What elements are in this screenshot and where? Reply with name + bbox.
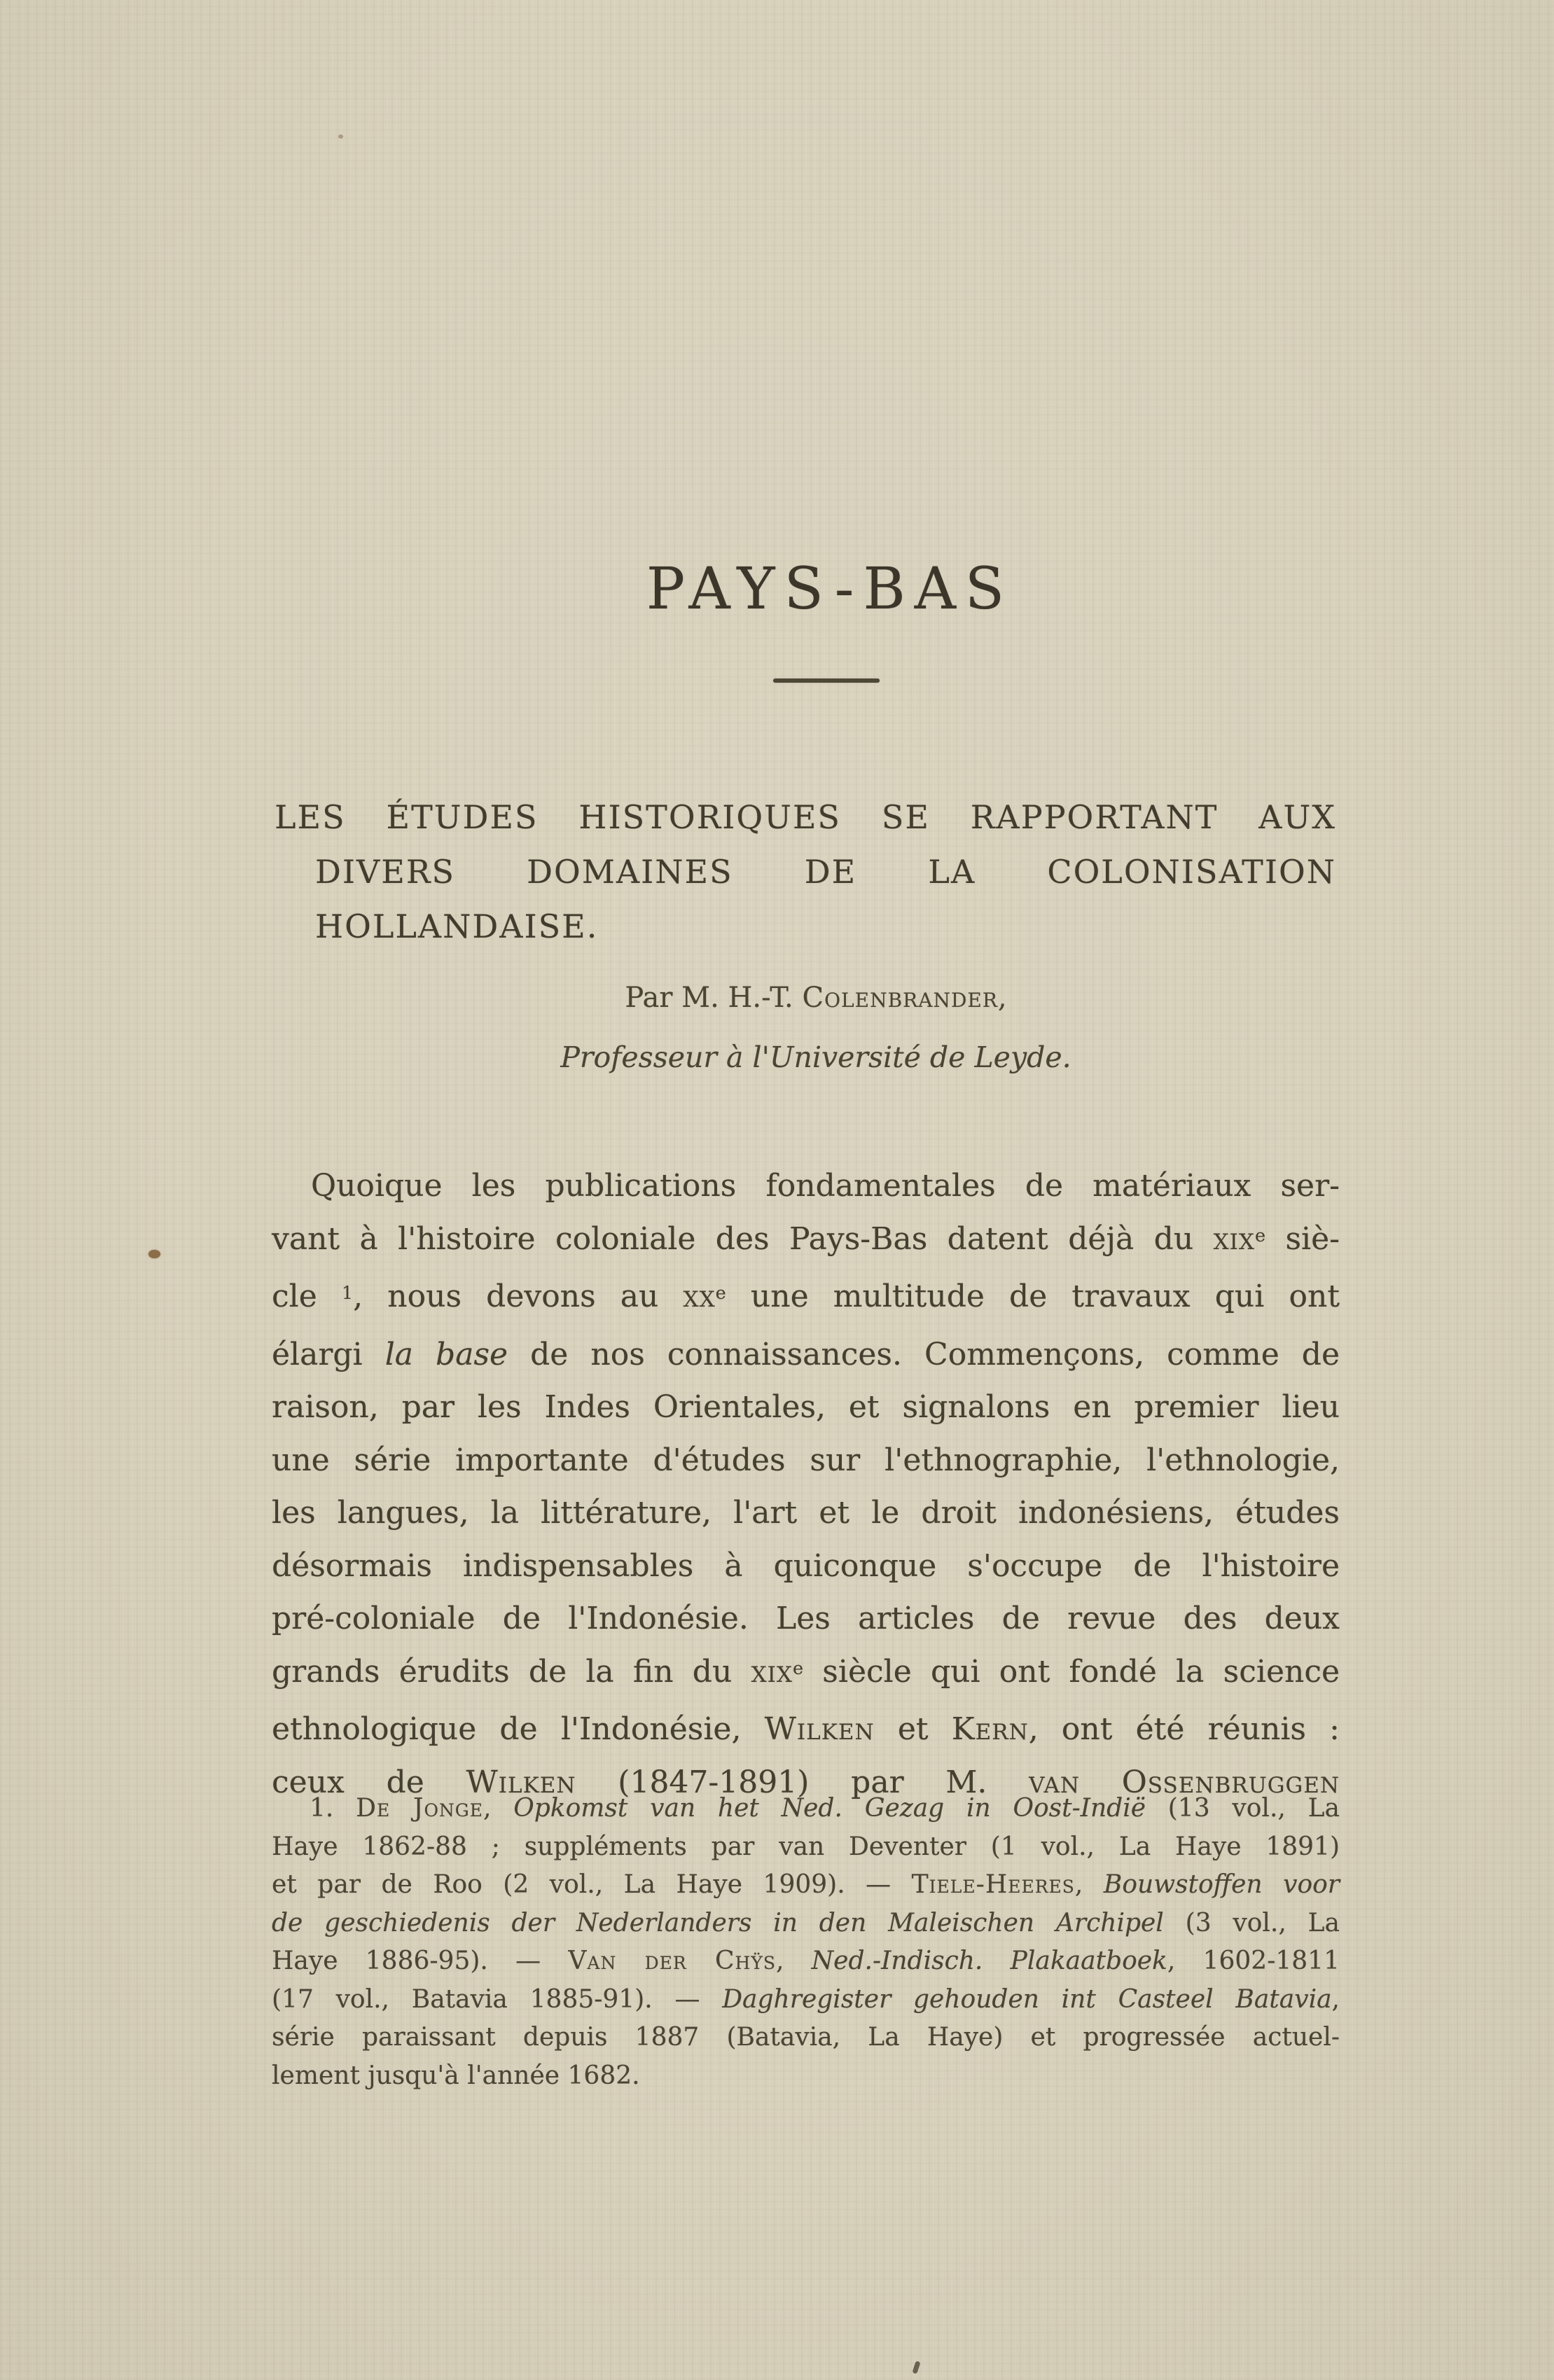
byline-role: Professeur à l'Université de Leyde. [560, 1041, 1071, 1074]
text-line: Quoique les publications fondamentales de matériaux ser- [311, 1168, 1340, 1204]
text-line: vant à l'histoire coloniale des Pays-Bas datent déjà du xix$^e$ siè- [272, 1220, 1340, 1257]
text-line: raison, par les Indes Orientales, et signalons en premier lieu [272, 1389, 1340, 1425]
text-line: grands érudits de la fin du xix$^e$ siècle qui ont fondé la science [272, 1653, 1340, 1690]
text-line: Haye 1862-88 ; suppléments par van Deventer (1 vol., La Haye 1891) [272, 1832, 1340, 1861]
paper-speck [148, 1250, 160, 1258]
text-line: HOLLANDAISE. [315, 907, 599, 945]
text-line: pré-coloniale de l'Indonésie. Les articles de revue des deux [272, 1601, 1340, 1636]
text-line: ethnologique de l'Indonésie, Wilken et Kern, ont été réunis : [272, 1711, 1340, 1747]
text-line: LES ÉTUDES HISTORIQUES SE RAPPORTANT AUX [275, 798, 1336, 836]
page-title: PAYS-BAS [646, 556, 1014, 622]
text-line: une série importante d'études sur l'ethnographie, l'ethnologie, [272, 1442, 1340, 1478]
text-line: Haye 1886-95). — Van der Chÿs, Ned.-Indisch. Plakaatboek, 1602-1811 [272, 1947, 1340, 1975]
text-line: 1. De Jonge, Opkomst van het Ned. Gezag in Oost-Indië (13 vol., La [310, 1794, 1340, 1823]
text-line: les langues, la littérature, l'art et le droit indonésiens, études [272, 1495, 1340, 1531]
text-line: (17 vol., Batavia 1885-91). — Daghregister gehouden int Casteel Batavia, [272, 1984, 1340, 2014]
title-divider-rule [773, 678, 880, 683]
body-paragraph [272, 1160, 1340, 1809]
text-line: DIVERS DOMAINES DE LA COLONISATION [315, 853, 1336, 891]
text-line: élargi la base de nos connaissances. Commençons, comme de [272, 1336, 1340, 1372]
text-line: série paraissant depuis 1887 (Batavia, La Haye) et progressée actuel- [272, 2023, 1340, 2052]
text-line: lement jusqu'à l'année 1682. [272, 2061, 640, 2090]
paper-speck [912, 2360, 920, 2374]
byline-author: Par M. H.-T. Colenbrander, [625, 982, 1007, 1014]
text-line: cle $^1$, nous devons au $xx^e$ une multitude de travaux qui ont [272, 1279, 1340, 1314]
text-line: ceux de Wilken (1847-1891) par M. van Ossenbruggen [272, 1764, 1340, 1800]
article-heading [275, 790, 1336, 954]
footnote [272, 1790, 1340, 2095]
text-line: désormais indispensables à quiconque s'occupe de l'histoire [272, 1547, 1340, 1584]
text-line: et par de Roo (2 vol., La Haye 1909). — Tiele-Heeres, Bouwstoffen voor [272, 1870, 1340, 1899]
paper-speck [338, 134, 343, 139]
text-line: de geschiedenis der Nederlanders in den Maleischen Archipel (3 vol., La [272, 1908, 1340, 1937]
